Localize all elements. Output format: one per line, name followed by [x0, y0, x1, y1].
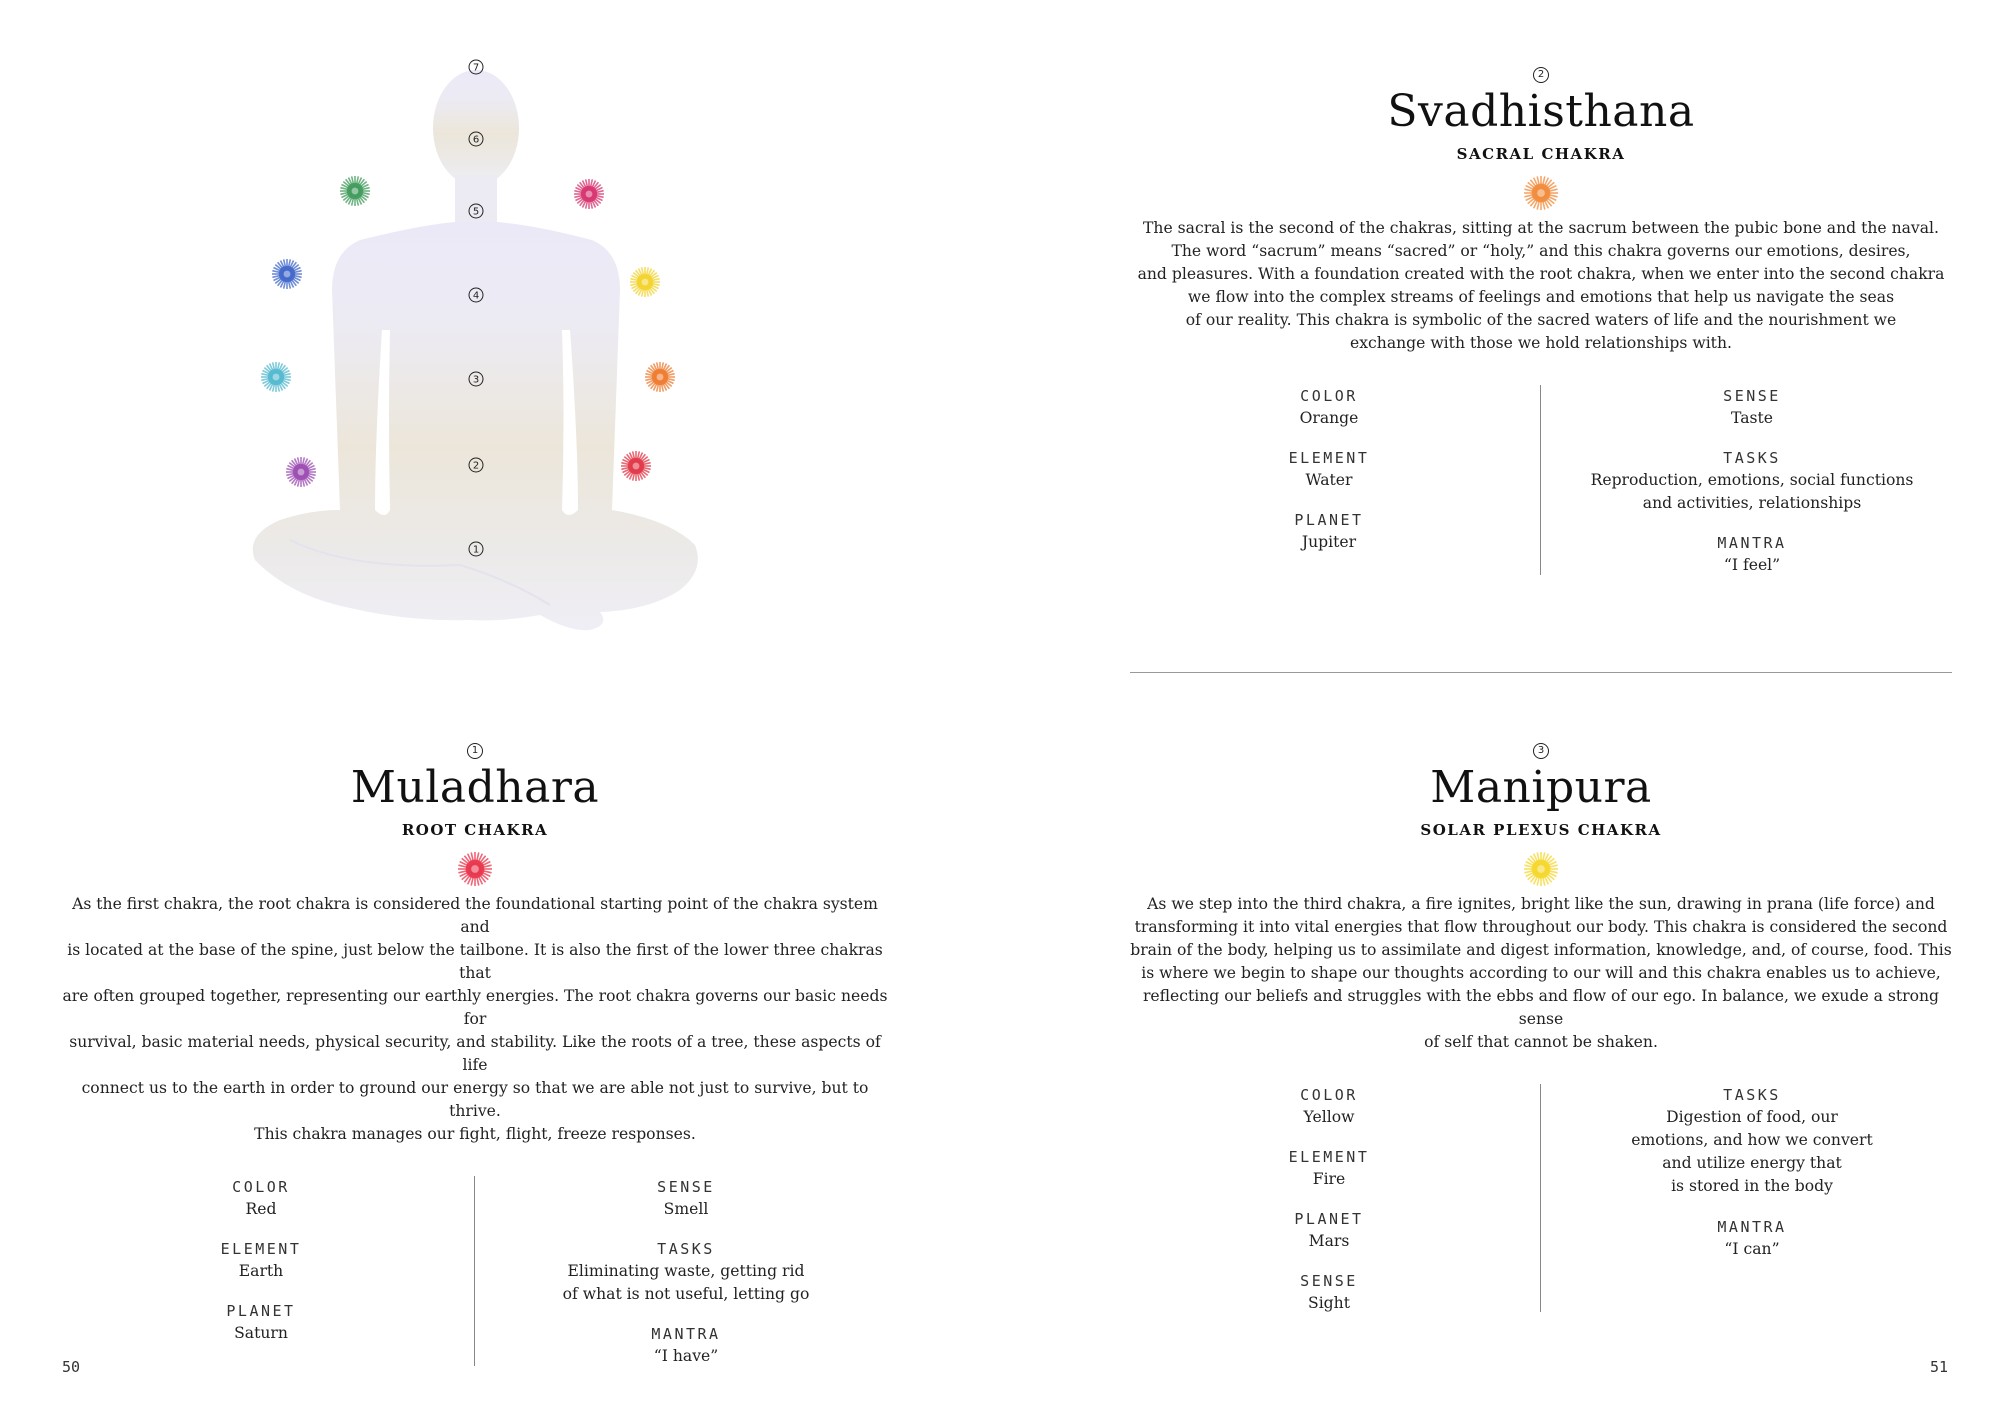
chakra-marker-label: 2 — [472, 460, 480, 472]
description-line: The sacral is the second of the chakras, sitting at the sacrum between the pubic bone and the naval. — [1143, 219, 1939, 237]
chakra-burst-8 — [621, 451, 651, 481]
attribute-label: COLOR — [1300, 1086, 1358, 1104]
description-line: of self that cannot be shaken. — [1424, 1033, 1658, 1051]
attribute-label: SENSE — [657, 1178, 715, 1196]
chakra-marker-label: 5 — [472, 206, 480, 218]
chakra-subtitle: ROOT CHAKRA — [401, 821, 549, 839]
attribute-value: Fire — [1312, 1170, 1346, 1188]
attribute-label: TASKS — [1723, 449, 1781, 467]
chakra-burst-5 — [261, 362, 291, 392]
attribute-value: Water — [1305, 471, 1353, 489]
chakra-title: Manipura — [1430, 762, 1652, 813]
attribute-color — [1129, 385, 1529, 430]
attribute-value: Reproduction, emotions, social functions and activities, relationships — [1590, 471, 1914, 512]
attribute-value: “I can” — [1724, 1240, 1780, 1258]
attribute-color — [1129, 1084, 1529, 1129]
description-line: The word “sacrum” means “sacred” or “holy,” and this chakra governs our emotions, desires, — [1171, 242, 1911, 260]
chakra-marker-label: 3 — [472, 374, 480, 386]
description-line: we flow into the complex streams of feelings and emotions that help us navigate the seas — [1187, 288, 1895, 306]
attribute-label: PLANET — [1294, 1210, 1364, 1228]
description-line: of our reality. This chakra is symbolic of the sacred waters of life and the nourishment we — [1185, 311, 1897, 329]
section-manipura — [1130, 738, 1952, 1312]
attribute-tasks — [486, 1238, 886, 1306]
attribute-element — [1129, 447, 1529, 492]
chakra-title: Muladhara — [350, 762, 600, 813]
attribute-label: TASKS — [657, 1240, 715, 1258]
description-line: connect us to the earth in order to ground our energy so that we are able not just to survive, but to thrive. — [81, 1079, 869, 1120]
chakra-burst-7 — [286, 457, 316, 487]
chakra-subtitle: SACRAL CHAKRA — [1456, 145, 1626, 163]
attribute-element — [1129, 1146, 1529, 1191]
page-number-left: 50 — [62, 1358, 81, 1376]
attribute-value: Digestion of food, our emotions, and how we convert and utilize energy that is stored in the body — [1631, 1108, 1873, 1195]
attribute-label: TASKS — [1723, 1086, 1781, 1104]
attribute-label: MANTRA — [651, 1325, 721, 1343]
attribute-color — [61, 1176, 461, 1221]
attribute-value: Sight — [1308, 1294, 1350, 1312]
attribute-mantra — [486, 1323, 886, 1368]
attribute-label: ELEMENT — [220, 1240, 302, 1258]
attribute-planet — [1129, 509, 1529, 554]
meditation-figure-illustration — [200, 40, 760, 650]
description-line: are often grouped together, representing our earthly energies. The root chakra governs our basic needs for — [62, 987, 888, 1028]
chakra-number-badge: 1 — [467, 743, 483, 759]
chakra-marker-label: 4 — [472, 290, 480, 302]
chakra-marker-label: 7 — [472, 62, 480, 74]
section-divider-line — [1130, 672, 1952, 673]
description-line: brain of the body, helping us to assimilate and digest information, knowledge, and, of course, food. This — [1130, 941, 1952, 959]
chakra-marker-label: 6 — [472, 134, 480, 146]
description-line: is where we begin to shape our thoughts according to our will and this chakra enables us to achieve, — [1141, 964, 1941, 982]
description-line: survival, basic material needs, physical security, and stability. Like the roots of a tree, these aspects of life — [69, 1033, 881, 1074]
chakra-attributes — [1130, 385, 1952, 575]
chakra-subtitle: SOLAR PLEXUS CHAKRA — [1420, 821, 1662, 839]
attribute-planet — [61, 1300, 461, 1345]
figure-svg — [200, 40, 760, 650]
description-line: and pleasures. With a foundation created with the root chakra, when we enter into the second chakra — [1137, 265, 1945, 283]
chakra-attributes — [60, 1176, 890, 1366]
attribute-value: Earth — [238, 1262, 284, 1280]
description-line: As the first chakra, the root chakra is considered the foundational starting point of the chakra system and — [72, 895, 878, 936]
chakra-burst-6 — [645, 362, 675, 392]
description-line: is located at the base of the spine, just below the tailbone. It is also the first of the lower three chakras that — [67, 941, 883, 982]
attribute-tasks — [1552, 447, 1952, 515]
chakra-title: Svadhisthana — [1387, 86, 1695, 137]
chakra-burst-1 — [340, 176, 370, 206]
chakra-marker-7 — [469, 60, 483, 74]
red-burst-icon — [455, 849, 495, 889]
chakra-description — [1130, 217, 1952, 355]
description-line: transforming it into vital energies that flow throughout our body. This chakra is considered the second — [1134, 918, 1948, 936]
attribute-value: Smell — [663, 1200, 709, 1218]
attribute-divider — [1540, 1084, 1541, 1312]
chakra-number-badge: 3 — [1533, 743, 1549, 759]
attribute-value: Red — [245, 1200, 277, 1218]
page-number-right: 51 — [1930, 1358, 1949, 1376]
chakra-burst-3 — [272, 259, 302, 289]
section-muladhara — [60, 738, 890, 1366]
chakra-burst-4 — [630, 267, 660, 297]
yellow-burst-icon — [1521, 849, 1561, 889]
chakra-marker-label: 1 — [472, 544, 480, 556]
chakra-description — [60, 893, 890, 1146]
attribute-value: “I have” — [653, 1347, 719, 1365]
attribute-label: ELEMENT — [1288, 1148, 1370, 1166]
attribute-label: COLOR — [1300, 387, 1358, 405]
burst-rays — [1524, 852, 1558, 886]
attribute-value: Orange — [1299, 409, 1359, 427]
chakra-description — [1130, 893, 1952, 1054]
attribute-sense — [1552, 385, 1952, 430]
attribute-value: Saturn — [234, 1324, 288, 1342]
description-line: reflecting our beliefs and struggles with the ebbs and flow of our ego. In balance, we exude a strong sense — [1142, 987, 1940, 1028]
attribute-divider — [1540, 385, 1541, 575]
attribute-value: Yellow — [1303, 1108, 1355, 1126]
attribute-label: COLOR — [232, 1178, 290, 1196]
attribute-label: MANTRA — [1717, 1218, 1787, 1236]
chakra-burst-2 — [574, 179, 604, 209]
burst-rays — [458, 852, 492, 886]
chakra-attributes — [1130, 1084, 1952, 1312]
attribute-value: Jupiter — [1301, 533, 1357, 551]
attribute-label: MANTRA — [1717, 534, 1787, 552]
attribute-element — [61, 1238, 461, 1283]
attribute-tasks — [1552, 1084, 1952, 1198]
description-line: This chakra manages our fight, flight, freeze responses. — [254, 1125, 696, 1143]
section-svadhisthana — [1130, 62, 1952, 575]
attribute-label: PLANET — [226, 1302, 296, 1320]
attribute-sense — [1129, 1270, 1529, 1315]
description-line: exchange with those we hold relationships with. — [1350, 334, 1732, 352]
attribute-label: SENSE — [1723, 387, 1781, 405]
attribute-value: “I feel” — [1723, 556, 1781, 574]
attribute-value: Eliminating waste, getting rid of what is not useful, letting go — [562, 1262, 810, 1303]
burst-rays — [1524, 176, 1558, 210]
chakra-number-badge: 2 — [1533, 67, 1549, 83]
attribute-value: Taste — [1731, 409, 1773, 427]
attribute-mantra — [1552, 1216, 1952, 1261]
orange-burst-icon — [1521, 173, 1561, 213]
description-line: As we step into the third chakra, a fire ignites, bright like the sun, drawing in prana (life force) and — [1147, 895, 1935, 913]
attribute-sense — [486, 1176, 886, 1221]
attribute-value: Mars — [1308, 1232, 1350, 1250]
attribute-label: ELEMENT — [1288, 449, 1370, 467]
attribute-label: PLANET — [1294, 511, 1364, 529]
attribute-label: SENSE — [1300, 1272, 1358, 1290]
attribute-mantra — [1552, 532, 1952, 577]
attribute-planet — [1129, 1208, 1529, 1253]
attribute-divider — [474, 1176, 475, 1366]
